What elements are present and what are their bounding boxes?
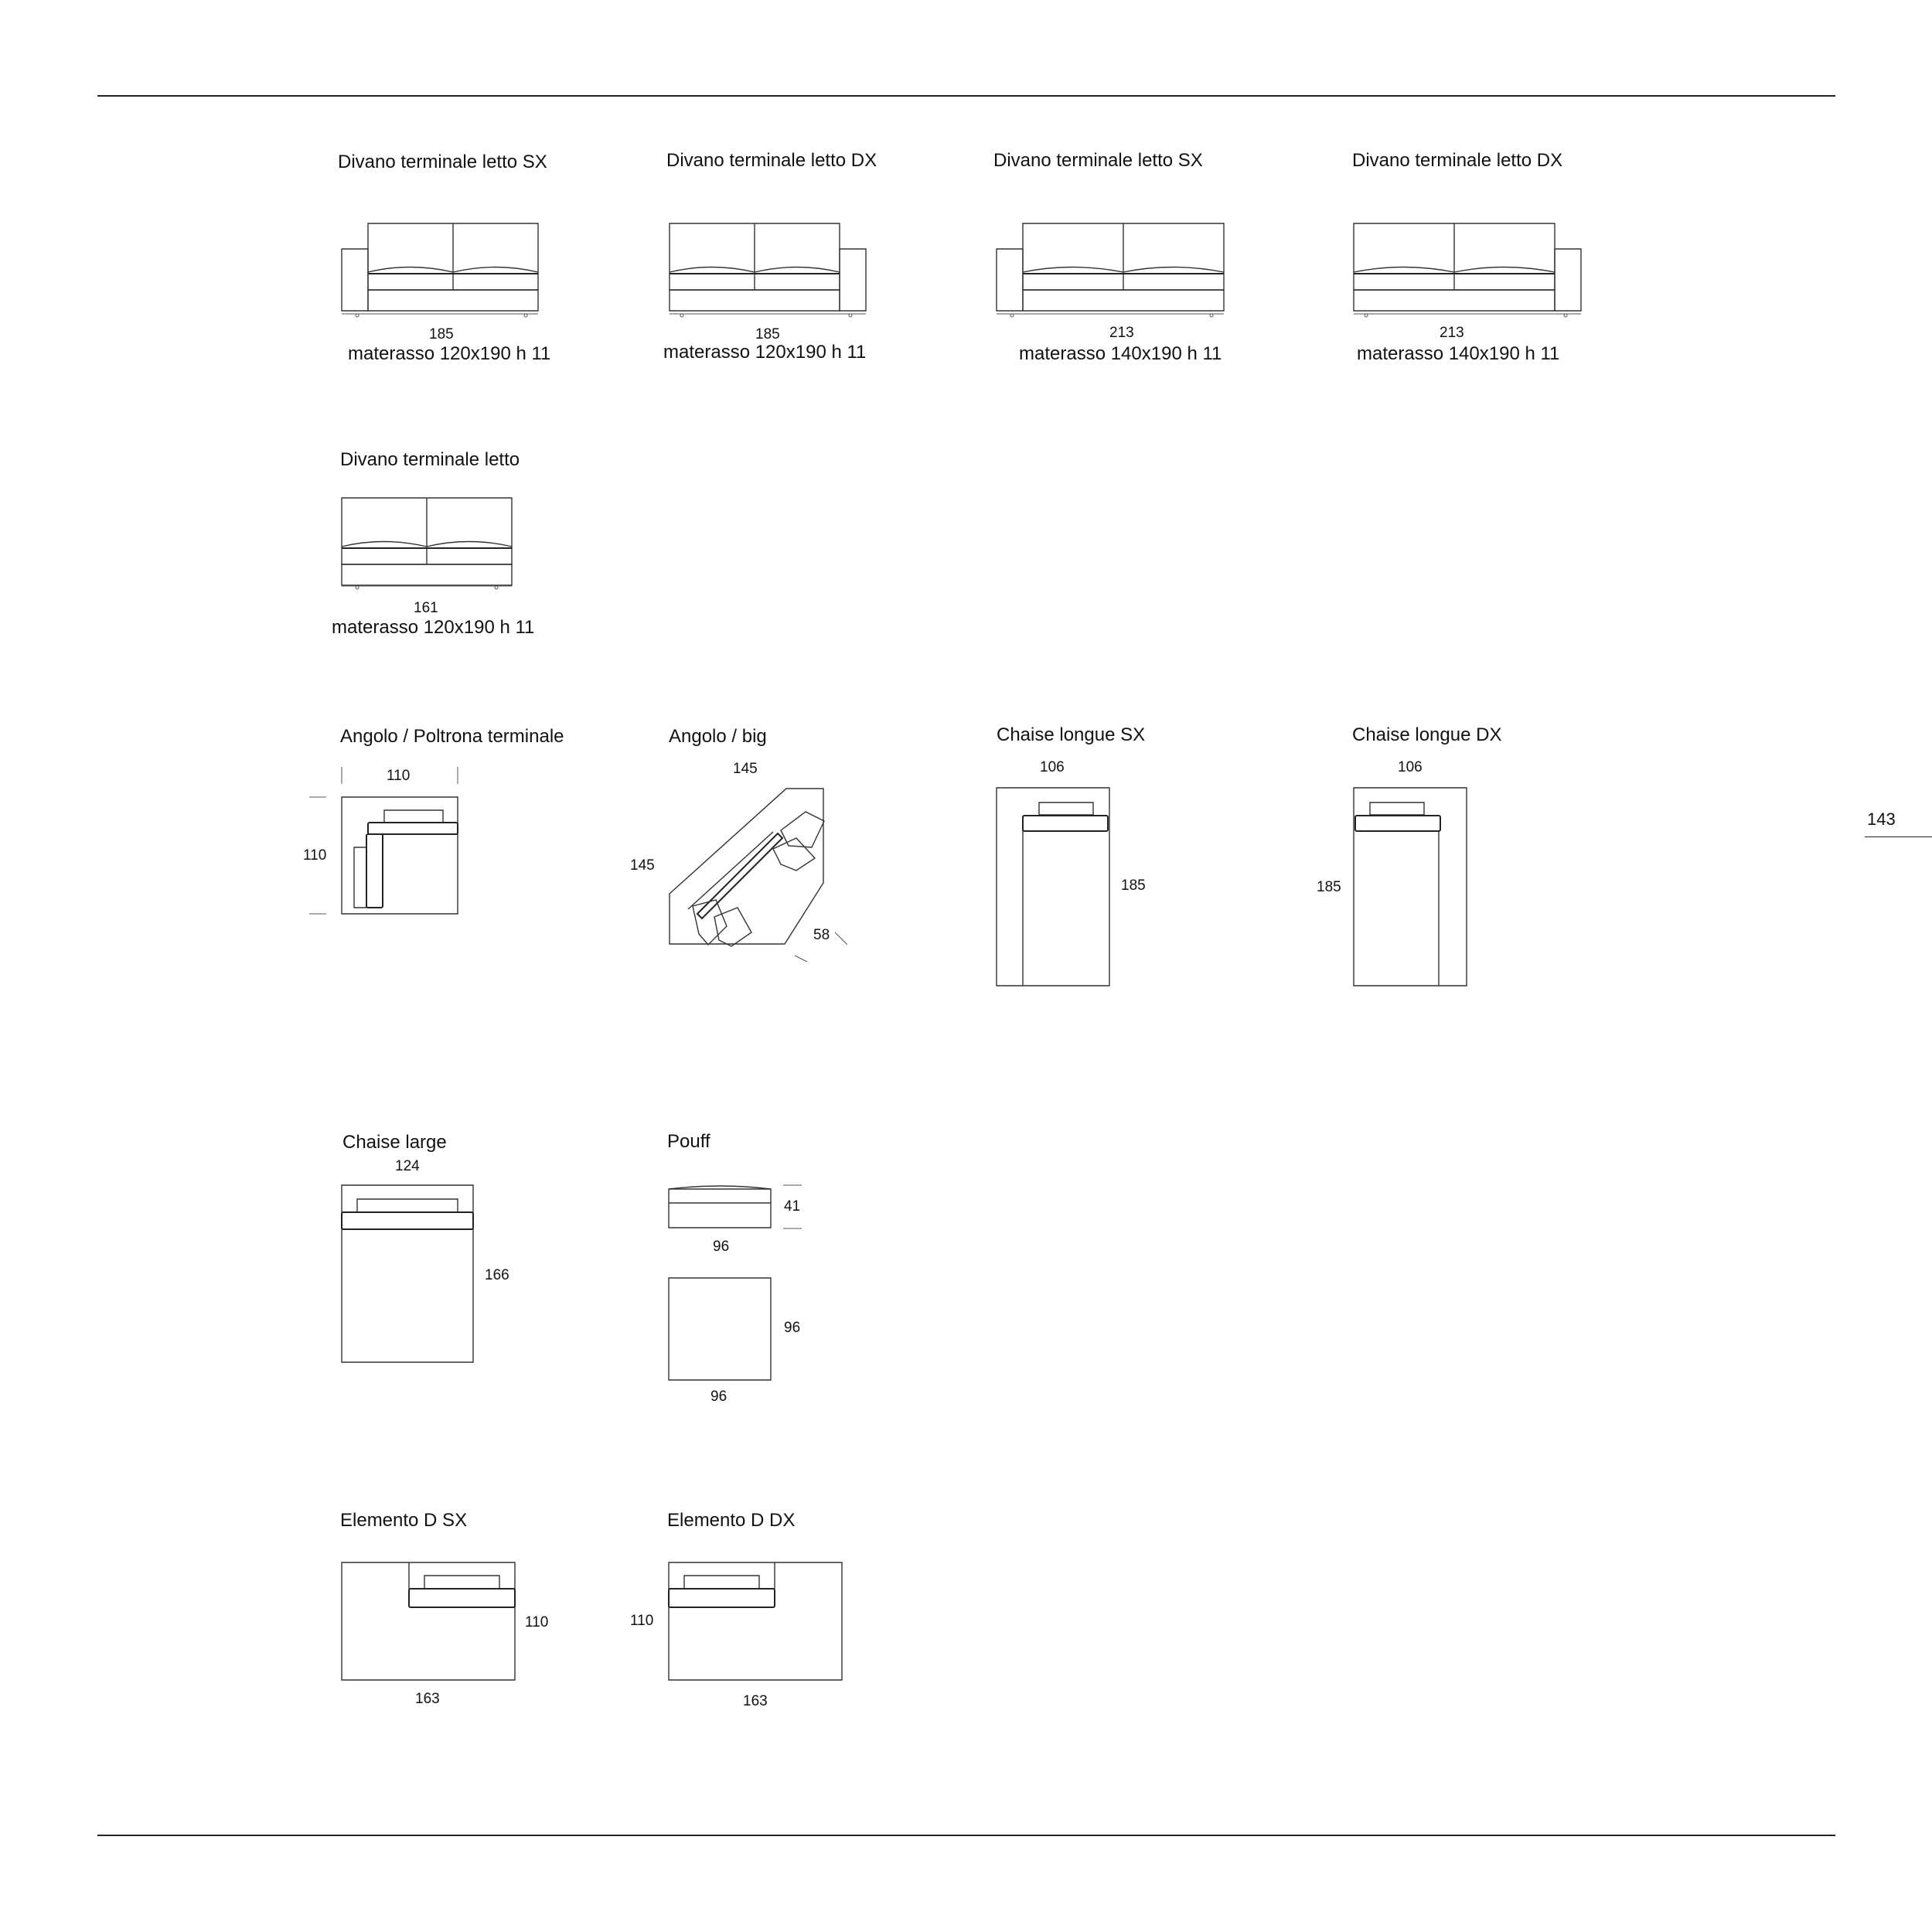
dim-pouff-top-width: 96	[710, 1389, 727, 1405]
dim-corner-armchair-width: 110	[387, 768, 411, 784]
title-sofa-bed-center: Divano terminale letto	[340, 449, 520, 470]
element-d-dx-drawing	[667, 1561, 845, 1682]
title-chaise-large: Chaise large	[342, 1132, 447, 1153]
mattress-sofa-bed-center: materasso 120x190 h 11	[332, 617, 535, 638]
dim-element-d-dx-width: 163	[743, 1693, 768, 1709]
title-element-d-sx: Elemento D SX	[340, 1510, 468, 1531]
dim-sofa-bed-4: 213	[1440, 325, 1464, 341]
dim-corner-big-diagonal: 58	[813, 927, 830, 943]
dim-pouff-height: 41	[784, 1198, 801, 1215]
dim-element-d-sx-depth: 110	[525, 1614, 549, 1630]
mattress-sofa-bed-2: materasso 120x190 h 11	[663, 342, 867, 363]
pouff-top-drawing	[667, 1276, 775, 1382]
mattress-sofa-bed-1: materasso 120x190 h 11	[348, 343, 551, 364]
chaise-longue-dx-drawing	[1352, 786, 1468, 987]
dim-corner-armchair-depth: 110	[303, 847, 327, 864]
dim-element-d-sx-width: 163	[415, 1691, 440, 1707]
sofa-bed-dx-wide-drawing	[1352, 222, 1584, 318]
dim-chaise-sx-width: 106	[1040, 759, 1065, 775]
title-corner-armchair: Angolo / Poltrona terminale	[340, 726, 564, 747]
title-chaise-sx: Chaise longue SX	[997, 724, 1146, 745]
mattress-sofa-bed-3: materasso 140x190 h 11	[1019, 343, 1222, 364]
element-d-sx-drawing	[340, 1561, 518, 1682]
corner-armchair-drawing	[306, 765, 461, 917]
dim-corner-big-depth: 145	[630, 857, 655, 874]
title-corner-big: Angolo / big	[669, 726, 767, 747]
dim-element-d-dx-depth: 110	[630, 1613, 654, 1629]
sofa-bed-center-drawing	[340, 496, 515, 591]
title-element-d-dx: Elemento D DX	[667, 1510, 796, 1531]
dim-chaise-dx-depth: 185	[1317, 879, 1341, 895]
title-sofa-bed-4: Divano terminale letto DX	[1352, 150, 1563, 171]
sofa-bed-sx-drawing	[340, 222, 541, 318]
dim-chaise-large-depth: 166	[485, 1267, 509, 1283]
dim-corner-big-width: 145	[733, 761, 758, 777]
dim-sofa-bed-2: 185	[755, 326, 780, 342]
dim-chaise-sx-depth: 185	[1121, 877, 1146, 894]
title-pouff: Pouff	[667, 1131, 710, 1152]
title-chaise-dx: Chaise longue DX	[1352, 724, 1502, 745]
dim-pouff-side-width: 96	[713, 1239, 730, 1255]
dim-sofa-bed-1: 185	[429, 326, 454, 342]
mattress-sofa-bed-4: materasso 140x190 h 11	[1357, 343, 1560, 364]
sofa-bed-sx-wide-drawing	[995, 222, 1227, 318]
dim-chaise-large-width: 124	[395, 1158, 420, 1174]
dim-sofa-bed-center: 161	[414, 600, 438, 616]
dim-sofa-bed-3: 213	[1109, 325, 1134, 341]
bottom-rule	[97, 1835, 1835, 1836]
sofa-bed-dx-drawing	[668, 222, 869, 318]
dim-chaise-dx-width: 106	[1398, 759, 1423, 775]
chaise-longue-sx-drawing	[995, 786, 1111, 987]
dim-pouff-depth: 96	[784, 1320, 801, 1336]
chaise-large-drawing	[340, 1184, 476, 1365]
title-sofa-bed-2: Divano terminale letto DX	[666, 150, 877, 171]
title-sofa-bed-3: Divano terminale letto SX	[993, 150, 1203, 171]
title-sofa-bed-1: Divano terminale letto SX	[338, 152, 547, 172]
page-number: 143	[1867, 809, 1896, 829]
top-rule	[97, 95, 1835, 97]
